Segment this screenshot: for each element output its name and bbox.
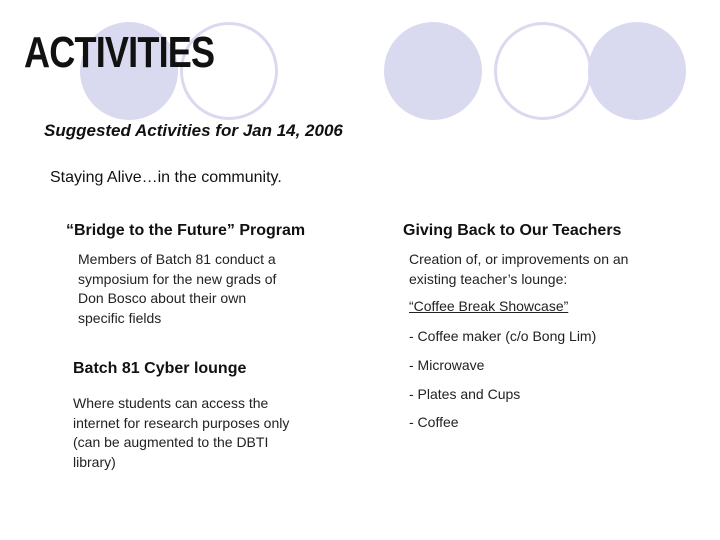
bridge-line: symposium for the new grads of bbox=[78, 270, 277, 287]
bridge-line: specific fields bbox=[78, 309, 162, 326]
cyber-line: Where students can access the bbox=[73, 395, 269, 411]
cyber-body bbox=[73, 394, 289, 472]
cyber-line: internet for research purposes only bbox=[73, 414, 290, 431]
cyber-line: (can be augmented to the DBTI bbox=[73, 434, 269, 450]
teachers-line: existing teacher’s lounge: bbox=[409, 270, 568, 287]
decor-circle-5 bbox=[588, 22, 686, 120]
intro-line: Staying Alive…in the community. bbox=[50, 169, 282, 186]
list-item: - Coffee bbox=[409, 414, 459, 430]
cyber-heading: Batch 81 Cyber lounge bbox=[73, 360, 247, 377]
bridge-line: Don Bosco about their own bbox=[78, 290, 247, 306]
teachers-heading: Giving Back to Our Teachers bbox=[403, 222, 622, 239]
slide-title: ACTIVITIES bbox=[24, 28, 215, 77]
list-item: - Plates and Cups bbox=[409, 386, 521, 402]
bridge-heading: “Bridge to the Future” Program bbox=[66, 222, 306, 239]
teachers-body bbox=[409, 250, 628, 289]
showcase-label: “Coffee Break Showcase” bbox=[409, 298, 569, 314]
teachers-line: Creation of, or improvements on an bbox=[409, 251, 629, 267]
cyber-line: library) bbox=[73, 453, 116, 470]
list-item: - Coffee maker (c/o Bong Lim) bbox=[409, 328, 597, 344]
slide-subtitle: Suggested Activities for Jan 14, 2006 bbox=[44, 121, 343, 140]
list-item: - Microwave bbox=[409, 357, 485, 373]
decor-circle-4 bbox=[494, 22, 592, 120]
bridge-line: Members of Batch 81 conduct a bbox=[78, 251, 276, 267]
decor-circle-3 bbox=[384, 22, 482, 120]
bridge-body bbox=[78, 250, 276, 328]
